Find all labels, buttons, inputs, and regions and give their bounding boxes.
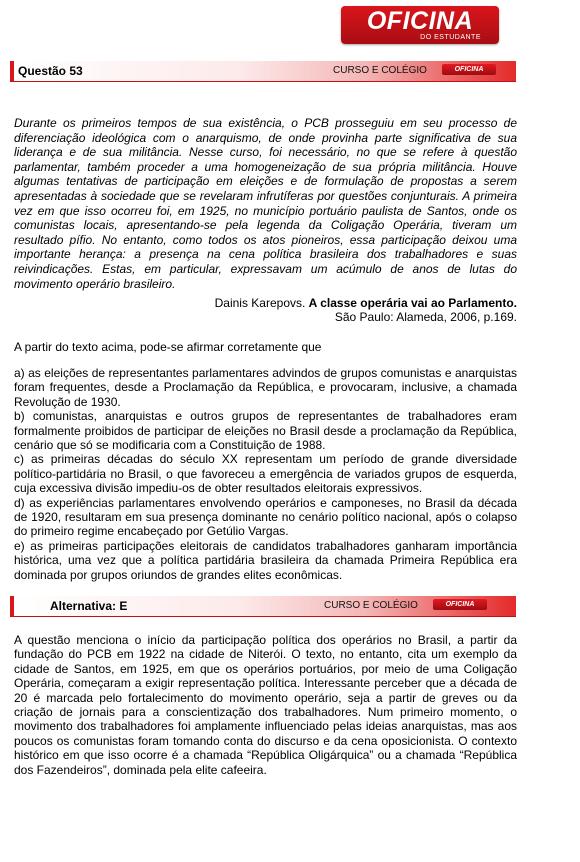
option-b: b) comunistas, anarquistas e outros grupos de representantes de trabalhadores eram formalmente proibidos de participar de eleições no Brasil desde a proclamação da República, cenário que só se modificaria com a Constituição de 1988. (14, 409, 517, 453)
answer-title: Alternativa: E (50, 599, 128, 613)
source-book-title: A classe operária vai ao Parlamento. (308, 296, 517, 310)
course-label: CURSO E COLÉGIO (324, 600, 418, 611)
logo-name: OFICINA (366, 7, 474, 35)
answer-options (14, 366, 517, 582)
question-title: Questão 53 (18, 64, 83, 78)
oficina-badge: OFICINA (442, 64, 496, 75)
option-e: e) as primeiras participações eleitorais de candidatos trabalhadores ganharam importância histórica, uma vez que a política partidária brasileira da chamada Primeira República era dominada por grupos oriundos de grandes elites econômicas. (14, 538, 517, 582)
answer-explanation: A questão menciona o início da participação política dos operários no Brasil, a partir da fundação do PCB em 1922 na cidade de Niterói. O texto, no entanto, cita um exemplo da cidade de Santos, em 1925, em que os operários portuários, por meio de uma Coligação Operária, começaram a exigir representação política. Interessante perceber que a década de 20 é marcada pelo fortalecimento do movimento operário, seja a partir de greves ou da criação de jornais para a conscientização dos trabalhadores. Num primeiro momento, o movimento dos trabalhadores foi amplamente influenciado pelas ideias anarquistas, mas aos poucos os comunistas foram tomando conta do discurso e da cena oposicionista. O contexto histórico em que isso ocorre é a chamada “República Oligárquica” ou a chamada “República dos Fazendeiros”, dominada pela elite cafeeira. (14, 633, 517, 777)
logo-tagline: DO ESTUDANTE (420, 34, 481, 41)
option-a: a) as eleições de representantes parlamentares advindos de grupos comunistas e anarquistas foram frequentes, desde a Proclamação da República, e provocaram, inclusive, a chamada Revolução de 1930. (14, 366, 517, 409)
bar-accent (10, 596, 14, 616)
bar-accent (10, 61, 14, 81)
source-publication: São Paulo: Alameda, 2006, p.169. (334, 310, 517, 324)
option-d: d) as experiências parlamentares envolvendo operários e camponeses, no Brasil da década de 1920, resultaram em sua presença dominante no cenário político nacional, após o colapso do primeiro regime encabeçado por Getúlio Vargas. (14, 495, 517, 539)
source-citation (215, 296, 517, 310)
option-c: c) as primeiras décadas do século XX representam um período de grande diversidade político-partidária no Brasil, o que favoreceu a emergência de variados grupos de esquerda, cuja excessiva divisão impediu-os de obter resultados eleitorais expressivos. (14, 452, 517, 496)
oficina-logo (341, 6, 499, 44)
course-label: CURSO E COLÉGIO (333, 65, 427, 76)
answer-header-bar (10, 596, 516, 617)
question-prompt: A partir do texto acima, pode-se afirmar corretamente que (14, 340, 322, 354)
quote-passage: Durante os primeiros tempos de sua existência, o PCB prosseguiu em seu processo de diferenciação ideológica com o anarquismo, de onde provinha parte significativa de sua liderança e de sua militância. Nesse curso, foi necessário, no que se refere à questão parlamentar, também proceder a uma homogeneização de sua própria militância. Houve algumas tentativas de participação em eleições e de formulação de propostas a serem apresentadas à sociedade que se revelaram infrutíferas por questões conjunturais. A primeira vez em que isso ocorreu foi, em 1925, no município portuário paulista de Santos, onde os comunistas locais, apresentando-se pela legenda da Coligação Operária, tiveram um resultado pífio. No entanto, como todos os atos pioneiros, essa participação deixou uma importante herança: a presença na cena política brasileira dos trabalhadores e suas reivindicações. Estas, em particular, expressavam um acúmulo de anos de lutas do movimento operário brasileiro. (14, 116, 517, 291)
source-author: Dainis Karepovs. (214, 296, 309, 310)
question-header-bar (10, 61, 516, 82)
oficina-badge: OFICINA (433, 599, 487, 610)
